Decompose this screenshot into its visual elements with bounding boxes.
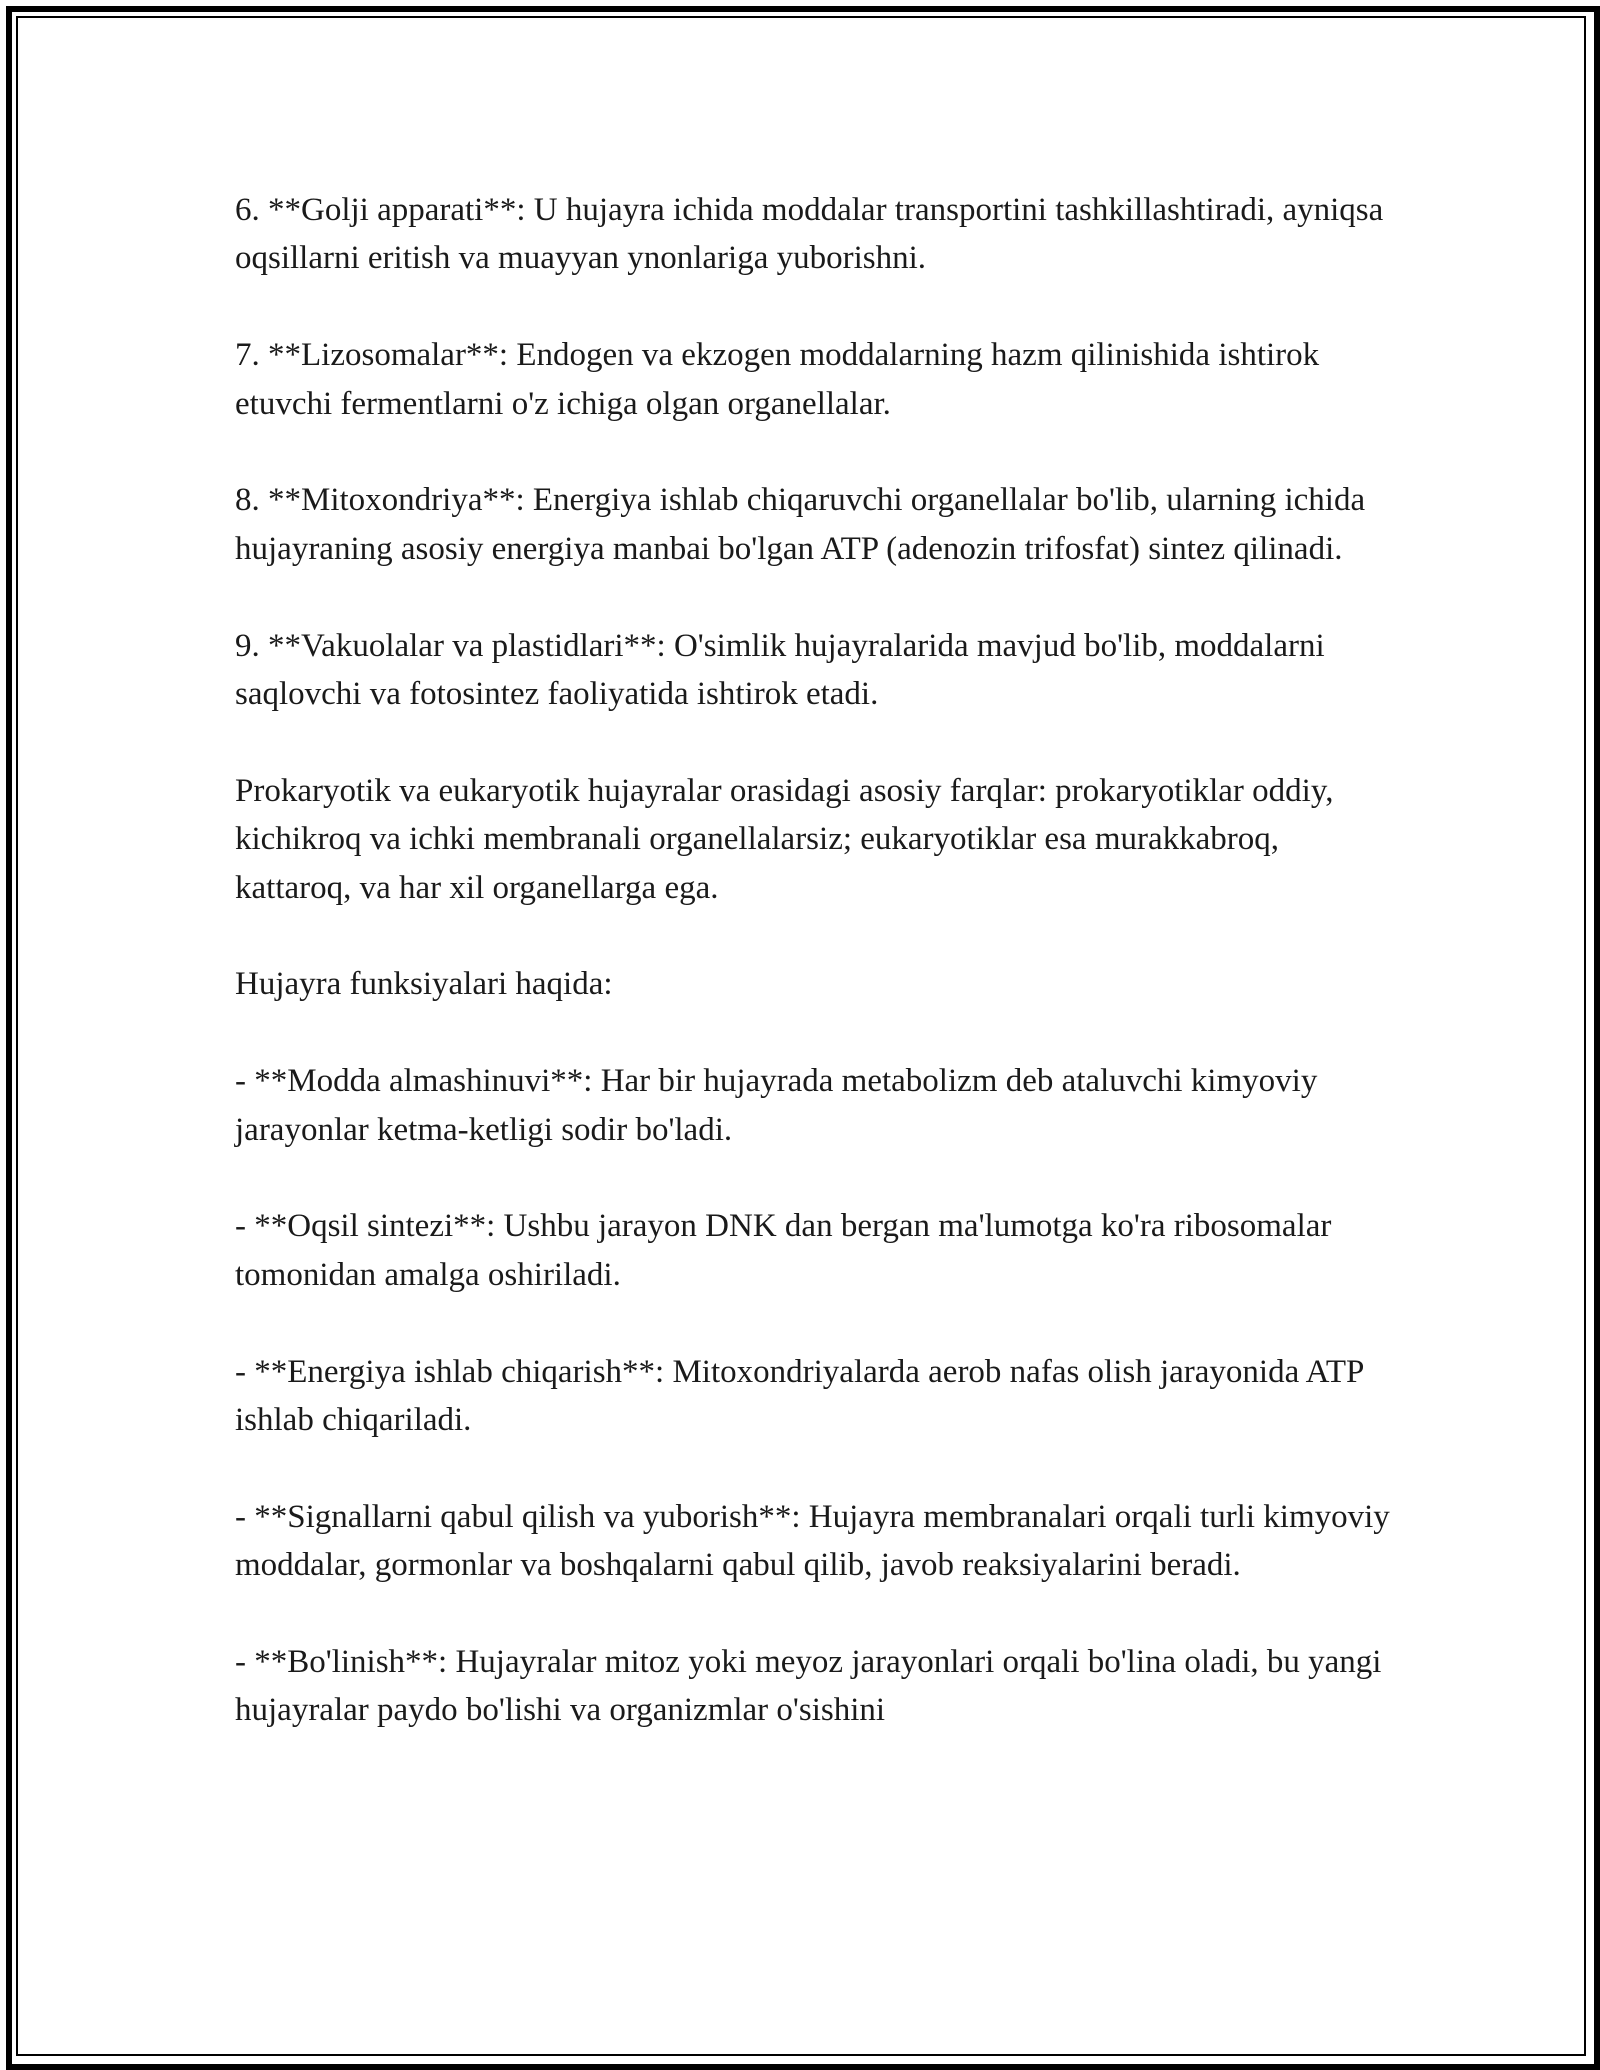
paragraph-signalling: - **Signallarni qabul qilish va yuborish**: Hujayra membranalari orqali turli kimyoviy moddalar, gormonlar va boshqalarni qabul qilib, javob reaksiyalarini beradi. [235, 1498, 1390, 1584]
paragraph-golgi: 6. **Golji apparati**: U hujayra ichida moddalar transportini tashkillashtiradi, ayniqsa oqsillarni eritish va muayyan уnonlariga yuborishni. [235, 192, 1384, 277]
paragraph-mitochondria: 8. **Mitoxondriya**: Energiya ishlab chiqaruvchi organellalar bo'lib, ularning ichida hujayraning asosiy energiya manbai bo'lgan ATP (adenozin trifosfat) sintez qilinadi. [235, 482, 1366, 567]
document-body [235, 186, 1395, 1735]
paragraph-energy-production: - **Energiya ishlab chiqarish**: Mitoxondriyalarda aerob nafas olish jarayonida ATP ishlab chiqariladi. [235, 1353, 1364, 1439]
paragraph-division: - **Bo'linish**: Hujayralar mitoz yoki meyoz jarayonlari orqali bo'lina oladi, bu yangi hujayralar paydo bo'lishi va organizmlar o'sishini [235, 1644, 1382, 1729]
paragraph-prokaryote-eukaryote: Prokaryotik va eukaryotik hujayralar orasidagi asosiy farqlar: prokaryotiklar oddiy, kichikroq va ichki membranali organellalarsiz; eukaryotiklar esa murakkabroq, kattaroq, va har xil organellarga ega. [235, 772, 1334, 906]
paragraph-vacuoles-plastids: 9. **Vakuolalar va plastidlari**: O'simlik hujayralarida mavjud bo'lib, moddalarni saqlovchi va fotosintez faoliyatida ishtirok etadi. [235, 627, 1325, 713]
paragraph-lysosomes: 7. **Lizosomalar**: Endogen va ekzogen moddalarning hazm qilinishida ishtirok etuvchi fermentlarni o'z ichiga olgan organellalar. [235, 337, 1320, 422]
paragraph-functions-heading: Hujayra funksiyalari haqida: [235, 966, 613, 1003]
paragraph-protein-synthesis: - **Oqsil sintezi**: Ushbu jarayon DNK dan bergan ma'lumotga ko'ra ribosomalar tomonidan amalga oshiriladi. [235, 1208, 1332, 1293]
paragraph-metabolism: - **Modda almashinuvi**: Har bir hujayrada metabolizm deb ataluvchi kimyoviy jarayonlar ketma-ketligi sodir bo'ladi. [235, 1063, 1318, 1148]
